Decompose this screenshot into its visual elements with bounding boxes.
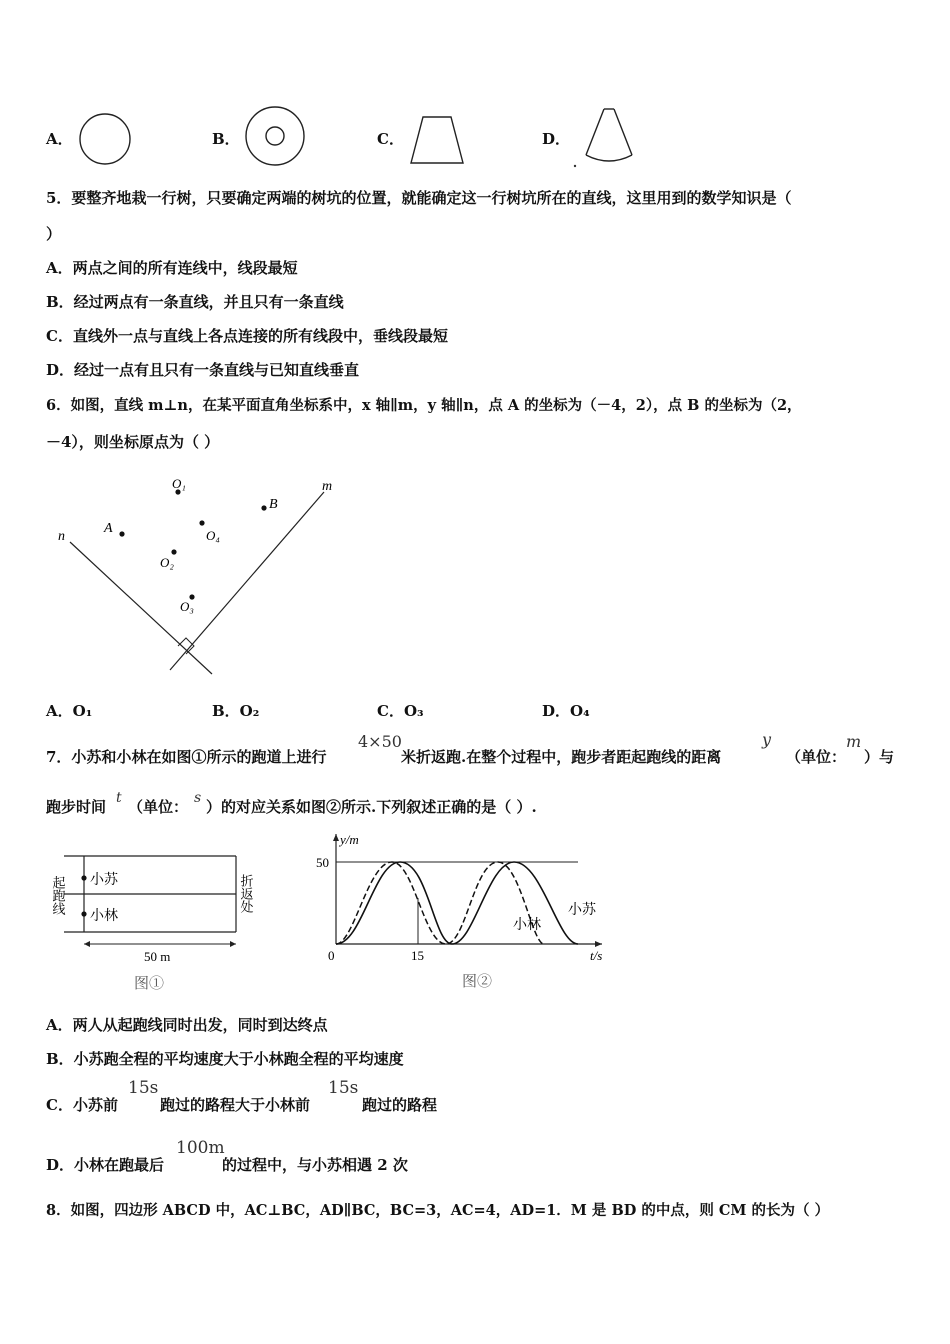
q7-stem-a: 7．小苏和小林在如图①所示的跑道上进行 xyxy=(46,748,327,766)
q7-option-c-math2: 15s xyxy=(328,1078,359,1098)
q7-fig1-runner1-dot xyxy=(81,875,86,880)
q6-stem-cont: －4），则坐标原点为（ ） xyxy=(46,433,220,451)
q6-label-m: m xyxy=(322,479,333,494)
q7-math-t: t xyxy=(116,790,122,806)
q6-option-b: B．O₂ xyxy=(212,702,260,720)
q5-stem-cont: ） xyxy=(46,225,62,243)
q7-fig2-ylabel: y/m xyxy=(340,832,359,847)
q7-stem2-c: ）的对应关系如图②所示.下列叙述正确的是（ ）. xyxy=(206,798,537,816)
q7-stem-c: （单位： xyxy=(786,748,847,766)
q6-label-a: A xyxy=(104,521,113,536)
q7-fig2-xlabel: t/s xyxy=(590,948,603,963)
q7-option-d xyxy=(46,1138,646,1178)
q7-fig2-ytick: 50 xyxy=(316,855,329,870)
q7-option-d-post: 的过程中，与小苏相遇 2 次 xyxy=(222,1156,408,1174)
q5-option-b: B．经过两点有一条直线，并且只有一条直线 xyxy=(46,293,344,311)
q7-fig1-runner1: 小苏 xyxy=(90,873,118,888)
q6-option-a: A．O₁ xyxy=(46,702,93,720)
q5-option-c: C．直线外一点与直线上各点连接的所有线段中，垂线段最短 xyxy=(46,327,448,345)
q6-figure xyxy=(40,470,360,680)
q6-stem: 6．如图，直线 m⊥n，在某平面直角坐标系中，x 轴∥m，y 轴∥n，点 A 的坐标为（－4，2），点 B 的坐标为（2， xyxy=(46,397,802,414)
q7-fig2-label-lin: 小林 xyxy=(513,918,541,933)
q4-option-b-concentric-circles xyxy=(243,105,307,169)
q7-option-c xyxy=(46,1078,646,1118)
q6-line-m xyxy=(170,492,324,670)
q6-point-o2 xyxy=(171,549,176,554)
q7-option-c-post: 跑过的路程 xyxy=(362,1096,438,1114)
q7-fig1-caption: 图① xyxy=(134,976,165,992)
q7-fig2-caption: 图② xyxy=(462,974,493,990)
q4-option-c-label: C． xyxy=(377,130,404,148)
q7-math-s: s xyxy=(194,790,202,806)
q4-option-c-trapezoid xyxy=(405,113,469,167)
q6-label-o1: O₁ xyxy=(172,476,186,491)
q4-option-a-label: A． xyxy=(46,130,73,148)
q5-stem: 5．要整齐地栽一行树，只要确定两端的树坑的位置，就能确定这一行树坑所在的直线，这里用到的数学知识是（ xyxy=(46,189,792,207)
q7-figure-1 xyxy=(50,848,278,996)
q7-math-m: m xyxy=(846,732,862,751)
q6-label-o3: O₃ xyxy=(180,599,194,614)
q7-option-b: B．小苏跑全程的平均速度大于小林跑全程的平均速度 xyxy=(46,1050,404,1068)
q7-fig2-xtick: 15 xyxy=(411,948,424,963)
q7-option-c-mid: 跑过的路程大于小林前 xyxy=(160,1096,311,1114)
q6-label-o4: O₄ xyxy=(206,528,220,543)
q6-option-c: C．O₃ xyxy=(377,702,424,720)
q6-label-n: n xyxy=(58,529,65,544)
q6-options xyxy=(0,700,950,720)
q6-point-o4 xyxy=(199,520,204,525)
q7-stem-b: 米折返跑.在整个过程中，跑步者距起跑线的距离 xyxy=(401,748,722,766)
q7-fig2-curve-su xyxy=(336,862,578,944)
q7-fig1-start-line: 起跑线 xyxy=(50,876,66,915)
q6-option-d: D．O₄ xyxy=(542,702,590,720)
q7-fig1-turn-point: 折返处 xyxy=(238,874,254,913)
q7-option-a: A．两人从起跑线同时出发，同时到达终点 xyxy=(46,1016,328,1034)
q7-option-c-math1: 15s xyxy=(128,1078,159,1098)
q7-fig1-length: 50 m xyxy=(144,949,171,964)
q7-stem-line2 xyxy=(46,784,926,818)
q4-option-a-circle xyxy=(76,110,134,168)
q7-figure-2 xyxy=(310,828,620,1002)
q8-stem: 8．如图，四边形 ABCD 中，AC⊥BC，AD∥BC，BC=3，AC=4，AD=1．M 是 BD 的中点，则 CM 的长为（ ） xyxy=(46,1202,830,1219)
q4-option-d-label: D． xyxy=(542,130,571,148)
q7-fig1-runner2: 小林 xyxy=(90,909,118,924)
q4-option-d-frustum xyxy=(580,103,644,169)
q4-option-b-label: B． xyxy=(212,130,240,148)
q7-option-c-pre: C．小苏前 xyxy=(46,1096,118,1114)
q7-fig2-label-su: 小苏 xyxy=(568,903,596,918)
q6-label-b: B xyxy=(269,497,278,512)
q5-option-d: D．经过一点有且只有一条直线与已知直线垂直 xyxy=(46,361,360,379)
q6-point-b xyxy=(261,505,266,510)
q7-fig1-runner2-dot xyxy=(81,911,86,916)
q7-fig2-origin: 0 xyxy=(328,948,335,963)
q7-stem2-b: （单位： xyxy=(128,798,189,816)
q7-stem-d: ）与 xyxy=(864,748,895,766)
q5-option-a: A．两点之间的所有连线中，线段最短 xyxy=(46,259,298,277)
q7-stem-line1 xyxy=(46,730,926,770)
q6-point-a xyxy=(119,531,124,536)
q4-options xyxy=(0,95,950,175)
q7-math-distance: 4×50 xyxy=(358,732,402,751)
q7-stem2-a: 跑步时间 xyxy=(46,798,107,816)
q6-label-o2: O₂ xyxy=(160,555,174,570)
q7-math-y: y xyxy=(762,730,772,749)
q7-option-d-pre: D．小林在跑最后 xyxy=(46,1156,165,1174)
q7-option-d-math: 100m xyxy=(176,1138,225,1158)
